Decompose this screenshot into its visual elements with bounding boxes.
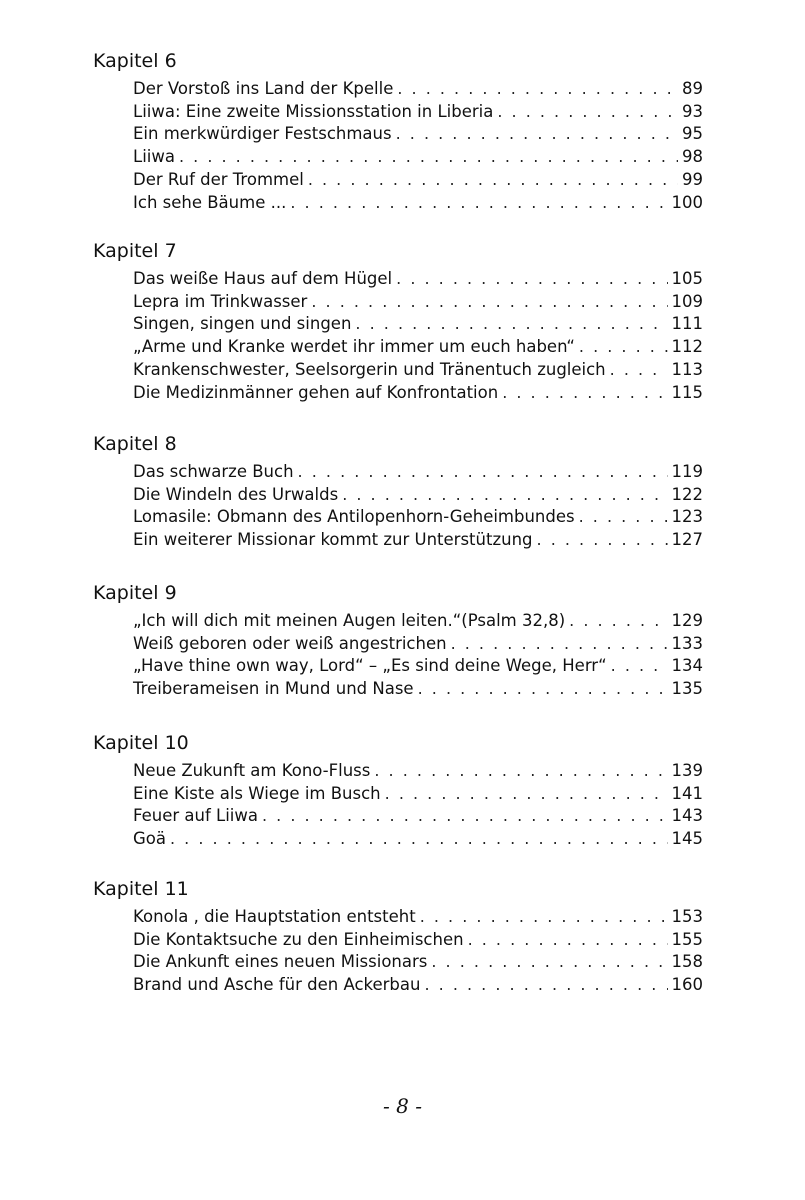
entry-title: Ich sehe Bäume ... [133, 192, 287, 212]
entry-title: Ein merkwürdiger Festschmaus [133, 124, 392, 144]
dot-leader [579, 506, 668, 529]
toc-entry[interactable] [133, 678, 703, 701]
entry-page-number: 93 [682, 101, 703, 121]
chapter-title: Kapitel 8 [93, 433, 177, 455]
toc-entry[interactable] [133, 484, 703, 507]
entry-title: Die Ankunft eines neuen Missionars [133, 952, 428, 972]
dot-leader [397, 78, 678, 101]
entry-title: Krankenschwester, Seelsorgerin und Tränentuch zugleich [133, 359, 606, 379]
entry-title: Goä [133, 829, 166, 849]
toc-entry[interactable] [133, 906, 703, 929]
entry-page-number: 111 [671, 314, 703, 334]
entry-page-number: 112 [671, 337, 703, 357]
chapter-section [93, 582, 713, 701]
chapter-title: Kapitel 10 [93, 732, 189, 754]
entry-page-number: 89 [682, 79, 703, 98]
dot-leader [355, 313, 667, 336]
chapter-section [93, 433, 713, 552]
chapter-section [93, 240, 713, 404]
toc-entry[interactable] [133, 506, 703, 529]
entry-title: Brand und Asche für den Ackerbau [133, 975, 421, 995]
toc-entry[interactable] [133, 169, 703, 192]
entry-page-number: 139 [671, 761, 703, 780]
entry-title: Singen, singen und singen [133, 314, 352, 334]
page-number: - 8 - [383, 1094, 422, 1118]
dot-leader [420, 906, 668, 929]
entry-page-number: 134 [671, 656, 703, 676]
toc-entry[interactable] [133, 760, 703, 783]
entry-page-number: 155 [671, 929, 703, 949]
chapter-title: Kapitel 6 [93, 50, 177, 72]
toc-entry[interactable] [133, 313, 703, 336]
chapter-title: Kapitel 9 [93, 582, 177, 604]
entry-page-number: 115 [671, 382, 703, 402]
entry-page-number: 105 [671, 269, 703, 288]
toc-entry[interactable] [133, 101, 703, 124]
entry-page-number: 158 [671, 952, 703, 972]
entry-page-number: 145 [671, 829, 703, 849]
entry-title: Der Ruf der Trommel [133, 169, 304, 189]
entry-page-number: 122 [671, 484, 703, 504]
entry-title: „Have thine own way, Lord“ – „Es sind deine Wege, Herr“ [133, 656, 607, 676]
toc-entry[interactable] [133, 951, 703, 974]
entry-page-number: 141 [671, 783, 703, 803]
toc-entry[interactable] [133, 655, 703, 678]
toc-entry[interactable] [133, 336, 703, 359]
dot-leader [468, 929, 668, 952]
entry-title: „Ich will dich mit meinen Augen leiten.“(Psalm 32,8) [133, 611, 566, 630]
entry-title: Das schwarze Buch [133, 462, 294, 481]
toc-entry[interactable] [133, 359, 703, 382]
toc-entry[interactable] [133, 382, 703, 405]
entry-page-number: 129 [671, 611, 703, 630]
entry-page-number: 100 [671, 192, 703, 212]
dot-leader [497, 101, 678, 124]
dot-leader [396, 123, 678, 146]
toc-entry[interactable] [133, 291, 703, 314]
toc-entry[interactable] [133, 192, 703, 215]
toc-entry[interactable] [133, 828, 703, 851]
dot-leader [262, 805, 668, 828]
entry-title: Liiwa [133, 147, 175, 167]
entry-title: Lepra im Trinkwasser [133, 291, 308, 311]
toc-entry[interactable] [133, 123, 703, 146]
dot-leader [290, 192, 667, 215]
dot-leader [610, 359, 668, 382]
entry-page-number: 160 [671, 975, 703, 995]
entry-page-number: 109 [671, 291, 703, 311]
chapter-section [93, 878, 713, 997]
dot-leader [342, 484, 667, 507]
dot-leader [385, 783, 668, 806]
toc-entry[interactable] [133, 529, 703, 552]
chapter-title: Kapitel 7 [93, 240, 177, 262]
entry-page-number: 123 [671, 507, 703, 527]
toc-entry[interactable] [133, 610, 703, 633]
toc-entry[interactable] [133, 146, 703, 169]
dot-leader [424, 974, 667, 997]
toc-entry[interactable] [133, 78, 703, 101]
entry-title: Eine Kiste als Wiege im Busch [133, 783, 381, 803]
toc-entry[interactable] [133, 974, 703, 997]
entry-page-number: 119 [671, 462, 703, 481]
chapter-title: Kapitel 11 [93, 878, 189, 900]
toc-entry[interactable] [133, 268, 703, 291]
dot-leader [537, 529, 668, 552]
dot-leader [170, 828, 668, 851]
entry-title: Liiwa: Eine zweite Missionsstation in Liberia [133, 101, 494, 121]
chapter-section [93, 50, 713, 214]
entry-title: Das weiße Haus auf dem Hügel [133, 269, 393, 288]
entry-title: Ein weiterer Missionar kommt zur Unterstützung [133, 530, 533, 550]
entry-page-number: 95 [682, 124, 703, 144]
entry-title: Neue Zukunft am Kono-Fluss [133, 761, 371, 780]
dot-leader [579, 336, 668, 359]
dot-leader [569, 610, 667, 633]
dot-leader [611, 655, 668, 678]
entry-page-number: 153 [671, 907, 703, 926]
dot-leader [502, 382, 667, 405]
entry-page-number: 133 [671, 633, 703, 653]
dot-leader [179, 146, 678, 169]
entry-title: Die Kontaktsuche zu den Einheimischen [133, 929, 464, 949]
toc-entry[interactable] [133, 633, 703, 656]
entry-page-number: 99 [682, 169, 703, 189]
dot-leader [418, 678, 668, 701]
dot-leader [431, 951, 667, 974]
entry-page-number: 143 [671, 806, 703, 826]
chapter-section [93, 732, 713, 851]
entry-page-number: 113 [671, 359, 703, 379]
toc-entry[interactable] [133, 461, 703, 484]
entry-title: Feuer auf Liiwa [133, 806, 258, 826]
entry-title: Die Windeln des Urwalds [133, 484, 339, 504]
dot-leader [451, 633, 668, 656]
entry-title: Lomasile: Obmann des Antilopenhorn-Geheimbundes [133, 507, 575, 527]
toc-entry[interactable] [133, 805, 703, 828]
toc-entry[interactable] [133, 929, 703, 952]
dot-leader [374, 760, 667, 783]
entry-title: Die Medizinmänner gehen auf Konfrontation [133, 382, 499, 402]
entry-title: „Arme und Kranke werdet ihr immer um euch haben“ [133, 337, 575, 357]
entry-page-number: 127 [671, 530, 703, 550]
entry-title: Treiberameisen in Mund und Nase [133, 679, 414, 699]
entry-title: Weiß geboren oder weiß angestrichen [133, 633, 447, 653]
toc-entry[interactable] [133, 783, 703, 806]
dot-leader [298, 461, 668, 484]
entry-title: Der Vorstoß ins Land der Kpelle [133, 79, 394, 98]
entry-title: Konola , die Hauptstation entsteht [133, 907, 416, 926]
dot-leader [308, 169, 678, 192]
dot-leader [311, 291, 667, 314]
entry-page-number: 98 [682, 147, 703, 167]
entry-page-number: 135 [671, 679, 703, 699]
dot-leader [396, 268, 667, 291]
